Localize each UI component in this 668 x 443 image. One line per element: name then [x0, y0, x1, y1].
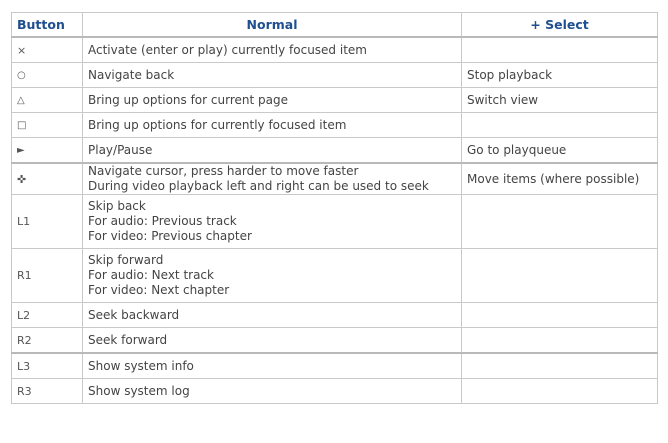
select-cell: [462, 37, 658, 63]
select-cell: Move items (where possible): [462, 163, 658, 195]
normal-text: Bring up options for currently focused item: [88, 117, 347, 132]
button-l1: L1: [12, 195, 83, 249]
button-l2: L2: [12, 303, 83, 328]
table-row: [12, 37, 658, 63]
table-body: [12, 37, 658, 404]
normal-cell: [83, 249, 462, 303]
button-dpad-icon: ✜: [12, 163, 83, 195]
select-cell: [462, 249, 658, 303]
table-row: [12, 328, 658, 354]
normal-text: Play/Pause: [88, 142, 153, 157]
normal-cell: [83, 353, 462, 379]
normal-text: Activate (enter or play) currently focused item: [88, 42, 367, 57]
header-row: [12, 13, 658, 38]
normal-text: During video playback left and right can be used to seek: [88, 179, 429, 193]
normal-text: Navigate cursor, press harder to move faster: [88, 164, 359, 178]
normal-text: For audio: Previous track: [88, 214, 237, 228]
header-normal: Normal: [83, 13, 462, 38]
select-cell: [462, 353, 658, 379]
table-row: [12, 249, 658, 303]
select-cell: [462, 195, 658, 249]
button-triangle-icon: △: [12, 88, 83, 113]
select-cell: [462, 303, 658, 328]
select-cell: Switch view: [462, 88, 658, 113]
normal-text: Navigate back: [88, 67, 175, 82]
button-r1: R1: [12, 249, 83, 303]
normal-cell: [83, 37, 462, 63]
select-cell: Go to playqueue: [462, 138, 658, 164]
button-r2: R2: [12, 328, 83, 354]
normal-text: Skip back: [88, 199, 146, 213]
controls-table: [11, 12, 658, 404]
normal-text: Show system log: [88, 383, 190, 398]
normal-text: For video: Previous chapter: [88, 229, 252, 243]
normal-text: For audio: Next track: [88, 268, 214, 282]
normal-cell: [83, 328, 462, 354]
normal-text: Skip forward: [88, 253, 164, 267]
normal-cell: [83, 138, 462, 164]
normal-cell: [83, 303, 462, 328]
button-l3: L3: [12, 353, 83, 379]
table-header: [12, 13, 658, 38]
normal-text: For video: Next chapter: [88, 283, 230, 297]
select-cell: [462, 113, 658, 138]
button-play-icon: ►: [12, 138, 83, 164]
table-row: [12, 63, 658, 88]
select-cell: [462, 328, 658, 354]
normal-cell: [83, 63, 462, 88]
button-cross-icon: ×: [12, 37, 83, 63]
normal-cell: [83, 379, 462, 404]
normal-text: Seek backward: [88, 307, 180, 322]
header-select: + Select: [462, 13, 658, 38]
normal-text: Seek forward: [88, 332, 168, 347]
header-button: Button: [12, 13, 83, 38]
select-cell: [462, 379, 658, 404]
normal-cell: [83, 88, 462, 113]
normal-cell: [83, 195, 462, 249]
button-square-icon: □: [12, 113, 83, 138]
button-circle-icon: ○: [12, 63, 83, 88]
table-row: [12, 379, 658, 404]
normal-cell: [83, 113, 462, 138]
table-row: [12, 303, 658, 328]
table-row: [12, 353, 658, 379]
button-r3: R3: [12, 379, 83, 404]
table-row: [12, 163, 658, 195]
normal-cell: [83, 163, 462, 195]
normal-text: Show system info: [88, 358, 194, 373]
table-row: [12, 88, 658, 113]
normal-text: Bring up options for current page: [88, 92, 288, 107]
table-row: [12, 195, 658, 249]
table-row: [12, 113, 658, 138]
select-cell: Stop playback: [462, 63, 658, 88]
table-row: [12, 138, 658, 164]
